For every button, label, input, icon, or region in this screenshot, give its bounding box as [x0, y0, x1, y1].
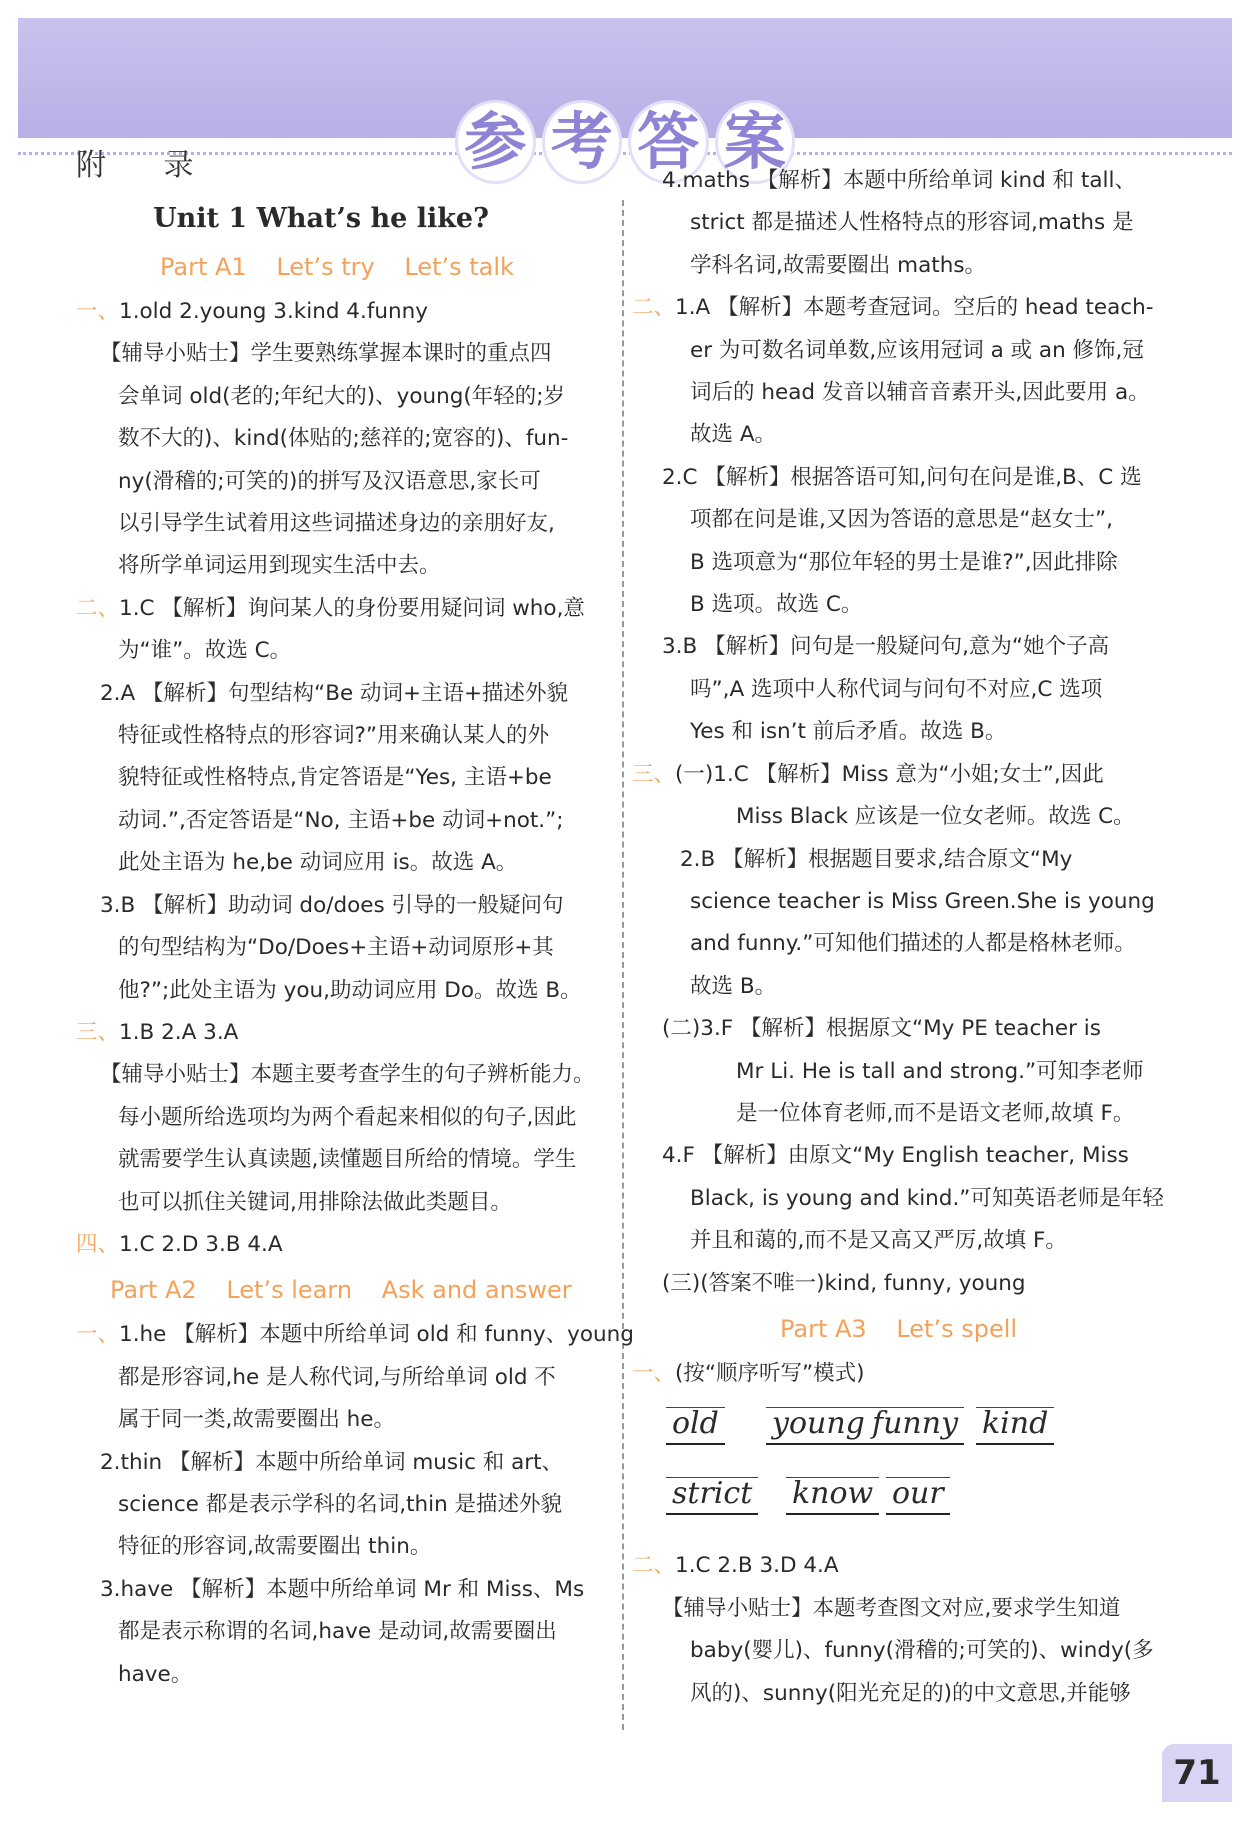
page-number: 71 [1162, 1744, 1232, 1802]
section-number: 三、 [632, 761, 676, 787]
dictation-word: kind [982, 1403, 1048, 1445]
dictation-word: our [892, 1473, 944, 1515]
column-divider [622, 200, 624, 1730]
answer-line: 学科名词,故需要圈出 maths。 [690, 252, 987, 278]
left-column [76, 195, 634, 1696]
answer-line: science teacher is Miss Green.She is young [690, 888, 1155, 914]
answer-text: 1.A 【解析】本题考查冠词。空后的 head teach- [675, 295, 1154, 321]
part-a2-heading [110, 1266, 606, 1314]
answer-line: 2.B 【解析】根据题目要求,结合原文“My [680, 846, 1073, 872]
tip-line: 风的)、sunny(阳光充足的)的中文意思,并能够 [690, 1680, 1131, 1706]
part-label: Part A1 [160, 253, 247, 281]
tip-line: 【辅导小贴士】本题考查图文对应,要求学生知道 [662, 1595, 1121, 1621]
answer-line [632, 1353, 1164, 1395]
part-label: Let’s learn [226, 1276, 353, 1305]
tip-line: 会单词 old(老的;年纪大的)、young(年轻的;岁 [118, 383, 566, 409]
answer-line: strict 都是描述人性格特点的形容词,maths 是 [690, 210, 1134, 236]
answer-line: 他?”;此处主语为 you,助动词应用 Do。故选 B。 [118, 977, 582, 1003]
part-a1-heading [160, 243, 606, 291]
answer-line: 2.A 【解析】句型结构“Be 动词+主语+描述外貌 [100, 680, 569, 706]
section-number: 一、 [632, 1360, 676, 1386]
part-label: Let’s talk [404, 253, 514, 281]
answer-text: 1.C 【解析】询问某人的身份要用疑问词 who,意 [119, 595, 585, 621]
answer-line [76, 1012, 606, 1054]
answer-line: 2.C 【解析】根据答语可知,问句在问是谁,B、C 选 [662, 464, 1142, 490]
answer-line: 属于同一类,故需要圈出 he。 [118, 1407, 396, 1433]
tip-line: 也可以抓住关键词,用排除法做此类题目。 [118, 1189, 512, 1215]
answer-line: 项都在问是谁,又因为答语的意思是“赵女士”, [690, 507, 1113, 533]
answer-line: 并且和蔼的,而不是又高又严厉,故填 F。 [690, 1228, 1067, 1254]
answer-line [632, 287, 1164, 329]
section-number: 二、 [76, 595, 120, 621]
answer-line: 4.F 【解析】由原文“My English teacher, Miss [662, 1143, 1129, 1169]
section-number: 二、 [632, 1553, 676, 1579]
answer-line: 2.thin 【解析】本题中所给单词 music 和 art、 [100, 1449, 564, 1475]
dictation-word: old [672, 1403, 719, 1445]
title-char: 案 [715, 100, 796, 184]
tip-line: 每小题所给选项均为两个看起来相似的句子,因此 [118, 1104, 577, 1130]
section-number: 四、 [76, 1231, 120, 1257]
tip-line: 【辅导小贴士】本题主要考查学生的句子辨析能力。 [100, 1062, 595, 1088]
answer-line [76, 1314, 634, 1356]
answer-line: Miss Black 应该是一位女老师。故选 C。 [736, 804, 1135, 830]
appendix-label: 附 录 [76, 148, 218, 183]
part-a3-heading [780, 1305, 1164, 1353]
tip-line: baby(婴儿)、funny(滑稽的;可笑的)、windy(多 [690, 1638, 1154, 1664]
answer-line [632, 1545, 1164, 1587]
tip-line: 【辅导小贴士】学生要熟练掌握本课时的重点四 [100, 341, 552, 367]
answer-text: 1.C 2.B 3.D 4.A [675, 1553, 839, 1579]
answer-line: 3.have 【解析】本题中所给单词 Mr 和 Miss、Ms [100, 1576, 585, 1602]
answer-line: 故选 A。 [690, 422, 777, 448]
answer-line [632, 754, 1164, 796]
answer-line: 貌特征或性格特点,肯定答语是“Yes, 主语+be [118, 765, 552, 791]
answer-line: Yes 和 isn’t 前后矛盾。故选 B。 [690, 719, 1007, 745]
answer-line [76, 291, 606, 333]
section-number: 一、 [76, 1322, 120, 1348]
answer-line: 3.B 【解析】问句是一般疑问句,意为“她个子高 [662, 634, 1110, 660]
tip-line: 以引导学生试着用这些词描述身边的亲朋好友, [118, 511, 555, 537]
part-label: Let’s spell [896, 1314, 1018, 1343]
answer-line: 词后的 head 发音以辅音音素开头,因此要用 a。 [690, 380, 1150, 406]
right-column [632, 160, 1164, 1715]
answer-line: and funny.”可知他们描述的人都是格林老师。 [690, 931, 1136, 957]
answer-line: (三)(答案不唯一)kind, funny, young [662, 1270, 1026, 1296]
section-number: 一、 [76, 299, 120, 324]
answer-line: science 都是表示学科的名词,thin 是描述外貌 [118, 1491, 563, 1517]
answer-text: 1.old 2.young 3.kind 4.funny [119, 299, 428, 324]
section-number: 二、 [632, 295, 676, 321]
title-char: 答 [628, 100, 709, 184]
part-label: Part A2 [110, 1276, 197, 1305]
answer-line: 4.maths 【解析】本题中所给单词 kind 和 tall、 [662, 168, 1136, 193]
answer-line: 都是形容词,he 是人称代词,与所给单词 old 不 [118, 1364, 556, 1390]
answer-line: Mr Li. He is tall and strong.”可知李老师 [736, 1058, 1144, 1084]
answer-line: 动词.”,否定答语是“No, 主语+be 动词+not.”; [118, 807, 564, 833]
answer-text: (按“顺序听写”模式) [675, 1360, 865, 1386]
answer-text: 1.B 2.A 3.A [119, 1019, 239, 1045]
answer-line: 的句型结构为“Do/Does+主语+动词原形+其 [118, 935, 554, 961]
answer-line: B 选项意为“那位年轻的男士是谁?”,因此排除 [690, 549, 1118, 575]
answer-line: 此处主语为 he,be 动词应用 is。故选 A。 [118, 850, 518, 876]
answer-line: 特征或性格特点的形容词?”用来确认某人的外 [118, 723, 550, 749]
dictation-word: funny [872, 1403, 958, 1445]
answer-line: 都是表示称谓的名词,have 是动词,故需要圈出 [118, 1619, 557, 1645]
tip-line: 就需要学生认真读题,读懂题目所给的情境。学生 [118, 1147, 577, 1173]
answer-line: 为“谁”。故选 C。 [118, 638, 292, 664]
title-char: 考 [542, 100, 623, 184]
dictation-word: strict [672, 1473, 752, 1515]
part-label: Part A3 [780, 1314, 867, 1343]
answer-line: B 选项。故选 C。 [690, 592, 863, 618]
answer-line: have。 [118, 1661, 193, 1687]
part-label: Ask and answer [381, 1276, 572, 1305]
answer-text: 1.C 2.D 3.B 4.A [119, 1231, 283, 1257]
dictation-word: know [792, 1473, 873, 1515]
unit-title: Unit 1 What’s he like? [153, 203, 489, 234]
tip-line: 将所学单词运用到现实生活中去。 [118, 553, 441, 579]
dictation-words [662, 1395, 1164, 1545]
answer-line [76, 588, 606, 630]
answer-text: (一)1.C 【解析】Miss 意为“小姐;女士”,因此 [675, 761, 1104, 787]
tip-line: 数不大的)、kind(体贴的;慈祥的;宽容的)、fun- [118, 426, 569, 452]
answer-line: (二)3.F 【解析】根据原文“My PE teacher is [662, 1016, 1101, 1042]
title-char: 参 [455, 100, 536, 184]
dictation-word: young [772, 1403, 865, 1445]
answer-line [76, 1224, 606, 1266]
answer-line: 是一位体育老师,而不是语文老师,故填 F。 [736, 1100, 1135, 1126]
answer-line: 特征的形容词,故需要圈出 thin。 [118, 1534, 432, 1560]
answer-text: 1.he 【解析】本题中所给单词 old 和 funny、young [119, 1322, 634, 1348]
answer-line: 吗”,A 选项中人称代词与问句不对应,C 选项 [690, 676, 1103, 702]
section-number: 三、 [76, 1019, 120, 1045]
answer-line: er 为可数名词单数,应该用冠词 a 或 an 修饰,冠 [690, 337, 1144, 363]
answer-line: Black, is young and kind.”可知英语老师是年轻 [690, 1185, 1164, 1211]
part-label: Let’s try [276, 253, 375, 281]
answer-line: 故选 B。 [690, 973, 777, 999]
answer-line: 3.B 【解析】助动词 do/does 引导的一般疑问句 [100, 892, 564, 918]
tip-line: ny(滑稽的;可笑的)的拼写及汉语意思,家长可 [118, 468, 541, 494]
